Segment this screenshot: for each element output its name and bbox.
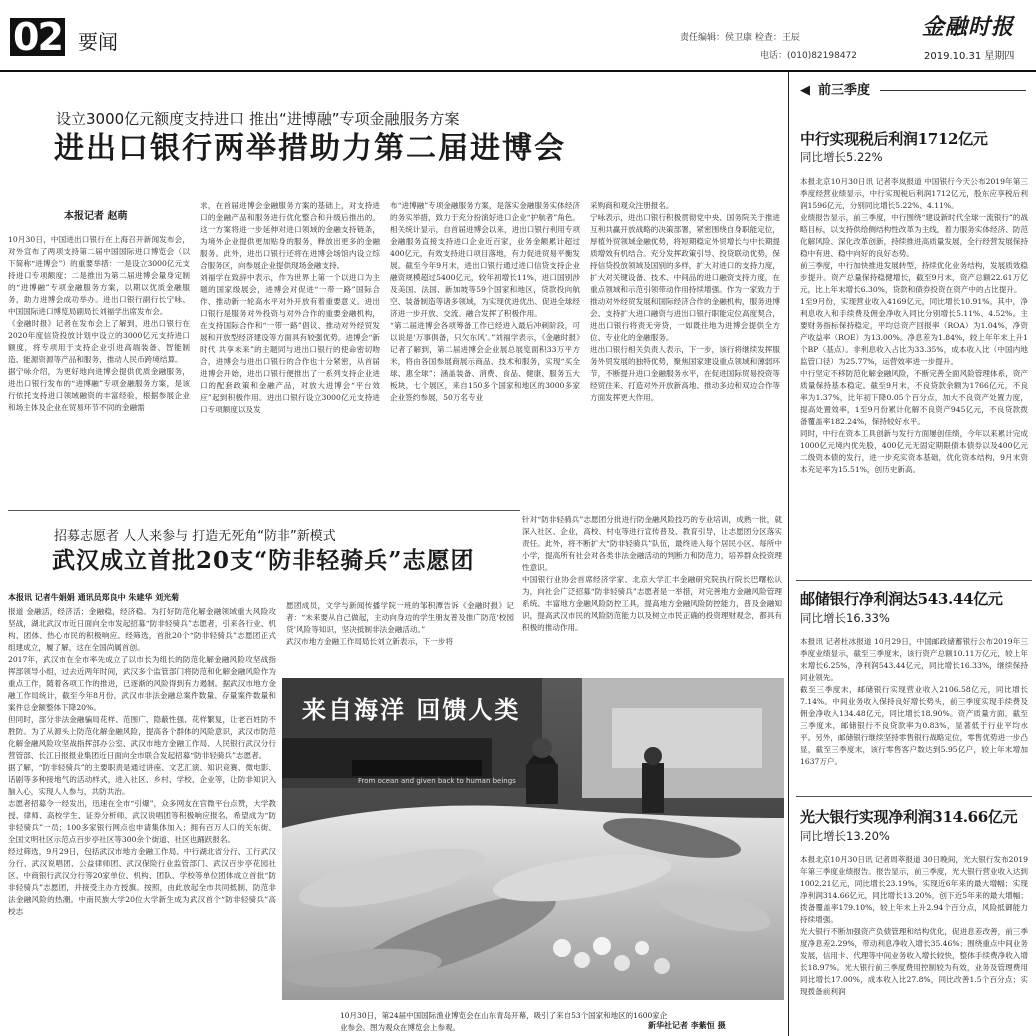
editors-info: 责任编辑：侯卫康 检查：王辰 — [680, 33, 800, 43]
article-divider — [8, 510, 520, 511]
arrow-left-icon: ◀ — [800, 83, 810, 98]
article2-byline: 本报讯 记者牛娟娟 通讯员郑良中 朱建华 刘光菊 — [8, 593, 180, 602]
article1-subtitle: 设立3000亿元额度支持进口 推出“进博融”专项金融服务方案 — [56, 110, 460, 128]
sidebar-divider — [796, 580, 1032, 581]
article1-byline: 本报记者 赵萌 — [64, 211, 128, 222]
article1-column-3: 布“进博融”专项金融服务方案，是落实金融服务实体经济的务实举措，致力于充分扮演好进口企业“护航者”角色。 相关统计显示，自首届进博会以来，进出口银行利用专项金融服务直接支持进口企业近百家，业务金额累计超过400亿元，有效支持进口项目落地，有力促进贸易平衡发展。截至今年9月末，进出口银行通过进口信贷支持企业融资规模超过5400亿元，较年初增长11%，进口国别涉及美国、法国、新加坡等59个国家和地区，贷款投向航空、装备制造等诸多领域，为实现优进优出、促进全球经济进一步开放、交流、融合发挥了积极作用。 “第二届进博会各项筹备工作已经进入最后冲刺阶段，可以说是‘万事俱备，只欠东风’。”刘福学表示，《金融时报》记者了解到，第二届进博会企业展总展览面积33万平方米，将由各国参展商展示商品、技术和服务，实现“买全球、惠全球”；涵盖装备、消费、食品、健康、服务五大板块，七个展区，来自150多个国家和地区的3000多家企业签约参展，50万名专业 — [390, 201, 580, 402]
sidebar-story-1-subtitle: 同比增长5.22% — [800, 150, 883, 164]
column-rule — [788, 72, 789, 1036]
sidebar-story-1-title: 中行实现税后利润1712亿元 — [800, 130, 988, 148]
sidebar-heading: ◀ 前三季度 — [800, 84, 1026, 97]
photo-caption: 10月30日，第24届中国国际渔业博览会在山东青岛开幕，吸引了来自53个国家和地区的1600家企业参会。图为观众在博览会上参观。 — [340, 1011, 668, 1032]
newspaper-logo: 金融时报 — [922, 14, 1015, 40]
article1-column-1: 10月30日，中国进出口银行在上海召开新闻发布会，对外宣布了两项支持第二届中国国际进口博览会（以下简称“进博会”）的重要举措：一是设立3000亿元支持进口专项额度；二是推出为第二届进博会量身定制的“进博融”专项金融服务方案，以期以优质金融服务，助力进博会成功举办。进出口银行副行长宁咏、中国国际进口博览局副局长刘福学出席发布会。 《金融时报》记者在发布会上了解到，进出口银行在2020年度信贷投放计划中设立的3000亿元支持进口额度，将专项用于支持企业引进高端装备、智能制造、能源资源等产品和服务，推动人民币跨境结算。 据宁咏介绍，为更好地向进博会提供优质金融服务，进出口银行发布的“进博融”专项金融服务方案，是该行依托支持进口领域融资的丰富经验，根据参展企业和场主体及企业在贸易环节不同的金融需 — [8, 235, 190, 412]
article1-title: 进出口银行两举措助力第二届进博会 — [54, 131, 566, 166]
expo-photo-illustration — [282, 678, 784, 1000]
issue-date: 2019.10.31 星期四 — [924, 51, 1015, 62]
photo-sign-text: From ocean and given back to human beings — [358, 777, 516, 785]
photo-banner-text: 来自海洋 回馈人类 — [302, 696, 521, 724]
sidebar-story-3-title: 光大银行实现净利润314.66亿元 — [800, 808, 1018, 826]
sidebar-story-1-body: 本报北京10月30日讯 记者李岚报道 中国银行今天公布2019年第三季度经营业绩显示，中行实现税后利润1712亿元，股东应享税后利润1596亿元，分别同比增长5.22%、4.11%。 业绩报告显示，前三季度，中行围绕“建设新时代全球一流银行”的战略目标，以支持供给侧结构性改革为主线，着力服务实体经济、防范化解风险、深化改革创新，持续推进高质量发展，全行经营发展保持稳中有进、稳中向好的良好态势。 前三季度，中行加快推进发展转型，持续优化业务结构，发展质效稳步提升。资产总量保持稳健增长，截至9月末，资产总额22.61万亿元，比上年末增长6.30%，贷款和债券投资在资产中的占比提升。 1至9月份，实现营业收入4169亿元，同比增长10.91%。其中，净利息收入和手续费及佣金净收入同比分别增长5.11%、4.52%。主要财务指标保持稳定，平均总资产回报率（ROA）为1.04%，净资产收益率（ROE）为13.00%。净息差为1.84%，较上年年末上升1个BP（基点）。非利息收入占比为33.35%，成本收入比（中国内地监管口径）为25.77%，运营效率进一步提升。 中行坚定不移防范化解金融风险，不断完善全面风险管理体系，资产质量保持基本稳定。截至9月末，不良贷款余额为1766亿元，不良率为1.37%，比年初下降0.05个百分点，加大不良资产处置力度，提高处置效率，1至9月份累计化解不良资产945亿元，不良贷款拨备覆盖率182.24%，保持较好水平。 同时，中行在资本工具创新与发行方面屡创佳绩，今年以来累计完成1000亿元境内优先股，400亿元无固定期限债本债券以及400亿元二级资本债的发行，进一步充实资本基础，优化资本结构，9月末资本充足率为15.51%，创历史新高。 — [800, 177, 1028, 474]
sidebar-story-2-body: 本报讯 记者杜冰报道 10月29日，中国邮政储蓄银行公布2019年三季度业绩显示，截至三季度末，该行资产总额10.11万亿元，较上年末增长6.25%，净利润543.44亿元，同比增长16.33%，继续保持同业领先。 截至三季度末，邮储银行实现营业收入2106.58亿元，同比增长7.14%。中间业务收入保持良好增长势头，前三季度实现手续费及佣金净收入134.48亿元，同比增长18.90%。资产质量方面，截至三季度末，邮储银行不良贷款率为0.83%，显著低于行业平均水平。另外，邮储银行继续坚持零售银行战略定位，零售优势进一步凸显，截至三季度末，该行零售客户数达到5.95亿户，较上年末增加1637万户。 — [800, 637, 1028, 766]
sidebar-story-2-title: 邮储银行净利润达543.44亿元 — [800, 590, 1003, 608]
sidebar-story-2-subtitle: 同比增长16.33% — [800, 611, 890, 625]
sidebar-story-3-body: 本报北京10月30日讯 记者周萃报道 30日晚间，光大银行发布2019年第三季度业绩报告。报告显示，前三季度，光大银行营业收入达到1002.21亿元，同比增长23.19%，实现近6年来的最大增幅；实现净利润314.66亿元，同比增长13.20%，创下近5年来的最大增幅；拨备覆盖率179.10%，较上年末上升2.94个百分点，风险抵御能力持续增强。 光大银行不断加强资产负债管理和结构优化，促进息差改善，前三季度净息差2.29%，带动利息净收入增长35.46%；围绕重点中间业务发展，信用卡、代理等中间业务收入增长较快，整体手续费净收入增长18.97%。光大银行前三季度费用控制较为有效，业务及管理费用同比增长17.00%，成本收入比27.8%，同比改善1.5个百分点；实现拨备前利润 — [800, 855, 1028, 996]
article1-column-4: 采购商和观众注册报名。 宁咏表示，进出口银行积极贯彻党中央、国务院关于推进互利共赢开放战略的决策部署，紧密围绕自身职能定位，厚植外贸领域金融优势，将短期稳定外贸增长与中长期提质增效有机结合。充分发挥政策引导、投贷联动优势，保持信贷投放领域及国别的多样，扩大对进口的支持力度，扩大对关键设备、技术、中间品的进口融资支持力度，在重点领域和示范引领带动作用持续增强。作为一家致力于推动对外经贸发展和国际经济合作的金融机构，服务进博会、支持扩大进口融资与进出口银行职能定位高度契合，进出口银行将责无旁贷，一如既往地为进博会提供全方位、专业化的金融服务。 进出口银行相关负责人表示，下一步，该行将继续发挥服务外贸发展的独特优势，聚焦国家建设重点领域和薄弱环节，不断提升进口金融服务水平，在促进国际贸易投资等经贸往来、打造对外开放新高地、推动多边和双边合作等方面发挥更大作用。 — [590, 201, 780, 402]
heading-rule — [880, 90, 1026, 91]
sidebar-story-3-subtitle: 同比增长13.20% — [800, 829, 890, 843]
article2-column-3: 针对“防非轻骑兵”志愿团分批进行防金融风险技巧的专业培训，成熟一批，就深入社区、企业，高校、村屯等进行宣传普及、教育引导，让志愿团分区落实责任。此外，将不断扩大“防非轻骑兵”队伍，最终进入每个居民小区、每所中小学，提高所有社会对各类非法金融活动的判断力和防范力，培养群众投资理性意识。 中国银行业协会首席经济学家、北京大学汇丰金融研究院执行院长巴曙松认为，向社会广泛招募“防非轻骑兵”志愿者是一举措，对完善地方金融风险管理系统、丰富地方金融风险防控工具，提高地方金融风险防控能力，普及金融知识，提高武汉市民的风险防范能力以及树立市民正确的投资理财观念，都具有积极的推动作用。 — [522, 515, 782, 632]
article2-column-1: 报道 金融活，经济活；金融稳，经济稳。为打好防范化解金融领域重大风险攻坚战，湖北武汉市近日面向全市发起招募“防非轻骑兵”志愿者，引来各行业、机构、团体、热心市民的积极响应。经筛选，首批20个“防非轻骑兵”志愿团正式组建成立，履了解，这在全国尚属首创。 2017年，武汉市在全市率先成立了以市长为组长的防范化解金融风险攻坚战指挥部领导小组，过去近两年时间，武汉多个监管部门将防范和化解金融风险作为重点工作，随着各项工作的推进，已逐渐的风险得到有力遏制。据武汉市地方金融工作局统计，截至今年8月份，武汉市非法金融总案件数量、存量案件数量和案件总金额整体下降20%。 但同时，部分非法金融骗局花样、范围广、隐蔽性强、花样繁复，让老百姓防不胜防。为了从源头上防范化解金融风险，提高各个群体的风险意识，武汉市防范化解金融风险攻坚战指挥部办公室、武汉市地方金融工作局、人民银行武汉分行营管部、长江日报报业集团近日面向全市联合发起招募“防非轻骑兵”志愿者。 据了解，“防非轻骑兵”的主要职责是通过讲座、文艺汇演、知识竞赛、微电影、话剧等多种接地气的活动样式，进入社区、乡村、学校、企业等，让防非知识入脑入心，实现人人参与，共防共治。 志愿者招募令一经发出，迅速在全市“引爆”，众多网友在官微平台点赞，大学教授、律师、高校学生、证券分析师、武汉说唱团等积极响应报名，希望成为“防非轻骑兵”一员；100多家银行网点也申请集体加入；拥有百万人口的关东街、全国文明社区示范点百步亭社区等300余个街道、社区也踊跃报名。 经过筛选，9月29日，包括武汉市地方金融工作局、中行湖北省分行、工行武汉分行、武汉说唱团、公益律师团、武汉保险行业监管部门、武汉百步亭花园社区、中商银行武汉分行等20家单位、机构、团队、学校等单位团体成立首批“防非轻骑兵”志愿团，并接受主办方授旗。按照，由此放起全市共同抵制、防范非法金融风险的热潮。中南民族大学20位大学新生成为武汉首个“防非轻骑兵”高校志 — [8, 607, 276, 916]
news-photo — [282, 678, 784, 1000]
phone-info: 电话：(010)82198472 — [760, 51, 858, 61]
article2-title: 武汉成立首批20支“防非轻骑兵”志愿团 — [52, 547, 475, 574]
sidebar-divider — [796, 796, 1032, 797]
section-name: 要闻 — [78, 30, 118, 54]
article1-column-2: 求，在首届进博会金融服务方案的基础上，对支持进口的金融产品和服务进行优化整合和升级后推出的。这一方案将进一步延伸对进口领域的金融支持链条，为境外企业提供更加贴身的服务，释放出更多的金融服务。此外，进出口银行还将在进博会场馆内设立综合服务区，向参展企业提供现场金融支持。 刘福学在致辞中表示，作为世界上第一个以进口为主题的国家级展会，进博会对促进“一带一路”国际合作、推动新一轮高水平对外开放有着重要意义。进出口银行是服务对外投资与对外合作的重要金融机构，在支持国际合作和“一带一路”倡议、推动对外经贸发展和开放型经济建设等方面具有较强优势。进博会“新时代 共享未来”的主题同与进出口银行的使命密切吻合，进博会与进出口银行的合作也十分紧密，从首届进博会开始，进出口银行便推出了一系列支持企业进口的配套政策和金融产品，对放大进博会“平台效应”起到积极作用。进出口银行设立3000亿元支持进口专项额度以及发 — [200, 201, 380, 414]
page-number: 02 — [10, 18, 65, 56]
photo-credit: 新华社记者 李紫恒 摄 — [648, 1021, 726, 1030]
header-rule — [0, 70, 1036, 72]
article2-column-2: 愿团成员，文学与新闻传播学院一班的邹积潭告诉《金融时报》记者：“未来要从自己做起，主动向身边的学生朋友普及推广防范‘校园贷’风险等知识，坚决抵制非法金融活动。” 武汉市地方金融工作局局长刘立新表示，下一步将 — [286, 601, 514, 646]
article2-subtitle: 招募志愿者 人人来参与 打造无死角“防非”新模式 — [54, 529, 336, 544]
